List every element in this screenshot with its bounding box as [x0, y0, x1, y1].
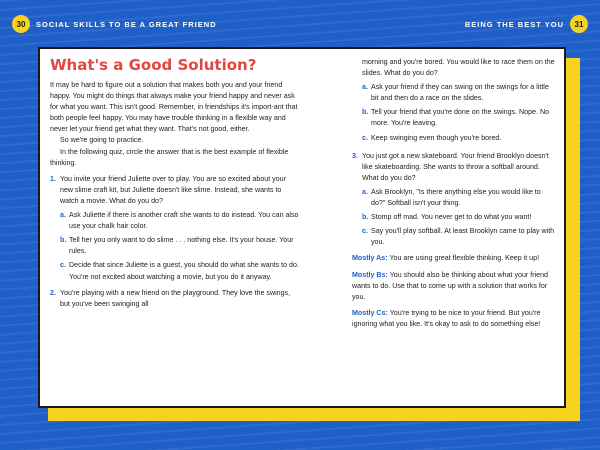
option-letter: c. — [362, 227, 368, 236]
option-letter: b. — [362, 213, 369, 222]
option-text: Ask Brooklyn, "Is there anything else you would like to do?" Softball isn't your thing. — [371, 187, 541, 208]
result-label: Mostly Bs: — [352, 270, 388, 279]
question-text: You're playing with a new friend on the playground. They love the swings, but you've been swinging all — [60, 288, 291, 308]
question-text: You just got a new skateboard. Your friend Brooklyn doesn't like skateboarding. She wants to throw a softball around. What do you do? — [362, 151, 549, 182]
option-letter: a. — [60, 211, 66, 220]
right-header — [465, 15, 588, 33]
right-column — [352, 57, 556, 330]
option-text: Say you'll play softball. At least Brooklyn came to play with you. — [371, 227, 555, 247]
instructions-paragraph: In the following quiz, circle the answer that is the best example of flexible thinking. — [50, 147, 289, 167]
question-3 — [352, 151, 556, 249]
option-text: Ask your friend if they can swing on the swings for a little bit and then do a race on the slides. — [371, 83, 549, 103]
practice-line: So we're going to practice. — [60, 136, 144, 145]
intro-paragraph: It may be hard to figure out a solution that makes both you and your friend happy. You might do things that always make your friend happy and never ask for what you want. This isn't good. Remember, in friendships it's import-ant that both people feel happy. You may have trouble thinking in a flexible way and never let your friend get what they want. That's not good, either. — [50, 81, 298, 134]
result-mostly-b — [352, 270, 556, 303]
answer-option[interactable] — [60, 210, 299, 232]
page-title: What's a Good Solution? — [50, 56, 257, 74]
result-text: You're trying to be nice to your friend. But you're ignoring what you like. It's okay to ask to do something else! — [352, 308, 541, 328]
answer-option[interactable] — [362, 107, 556, 129]
answer-option[interactable] — [60, 235, 299, 257]
question-1 — [50, 174, 299, 283]
answer-option[interactable] — [60, 260, 299, 282]
option-text: Tell her you only want to do slime . . . nothing else. It's your house. Your rules. — [69, 236, 294, 256]
question-number: 2. — [50, 288, 56, 297]
option-letter: c. — [60, 261, 66, 270]
option-text: Decide that since Juliette is a guest, you should do what she wants to do. You're not excited about watching a movie, but you do it anyway. — [69, 261, 299, 281]
answer-option[interactable] — [362, 133, 556, 144]
option-letter: c. — [362, 133, 368, 142]
question-number: 1. — [50, 174, 56, 183]
answer-option[interactable] — [362, 212, 556, 223]
question-2-continued: morning and you're bored. You would like to race them on the slides. What do you do? — [362, 58, 555, 78]
header-bar — [12, 14, 588, 34]
option-letter: b. — [60, 236, 67, 245]
book-spread — [38, 47, 566, 408]
option-text: Stomp off mad. You never get to do what you want! — [371, 213, 532, 222]
right-page-number: 31 — [570, 15, 588, 33]
option-letter: a. — [362, 83, 368, 92]
question-text: You invite your friend Juliette over to play. You are so excited about your new slime craft kit, but Juliette doesn't like slime. Instead, she wants to watch a movie. What do you do? — [60, 174, 286, 205]
option-letter: b. — [362, 108, 369, 117]
option-text: Ask Juliette if there is another craft she wants to do instead. You can also use your chalk hair color. — [69, 211, 299, 231]
option-text: Keep swinging even though you're bored. — [371, 133, 502, 142]
question-2 — [50, 288, 299, 310]
left-running-title: SOCIAL SKILLS TO BE A GREAT FRIEND — [36, 19, 217, 29]
result-text: You should also be thinking about what your friend wants to do. Use that to come up with a solution that works for you. — [352, 270, 548, 301]
answer-option[interactable] — [362, 187, 556, 209]
left-column — [50, 53, 299, 310]
result-text: You are using great flexible thinking. Keep it up! — [389, 254, 540, 263]
result-mostly-c — [352, 308, 556, 330]
result-mostly-a — [352, 253, 556, 264]
right-running-title: BEING THE BEST YOU — [464, 19, 564, 29]
option-letter: a. — [362, 187, 368, 196]
left-header — [12, 15, 217, 33]
option-text: Tell your friend that you're done on the swings. Nope. No more. You're leaving. — [371, 108, 550, 128]
answer-option[interactable] — [362, 226, 556, 248]
result-label: Mostly Cs: — [352, 308, 388, 317]
answer-option[interactable] — [362, 82, 556, 104]
question-number: 3. — [352, 151, 358, 160]
result-label: Mostly As: — [352, 254, 388, 263]
left-page-number: 30 — [12, 15, 30, 33]
